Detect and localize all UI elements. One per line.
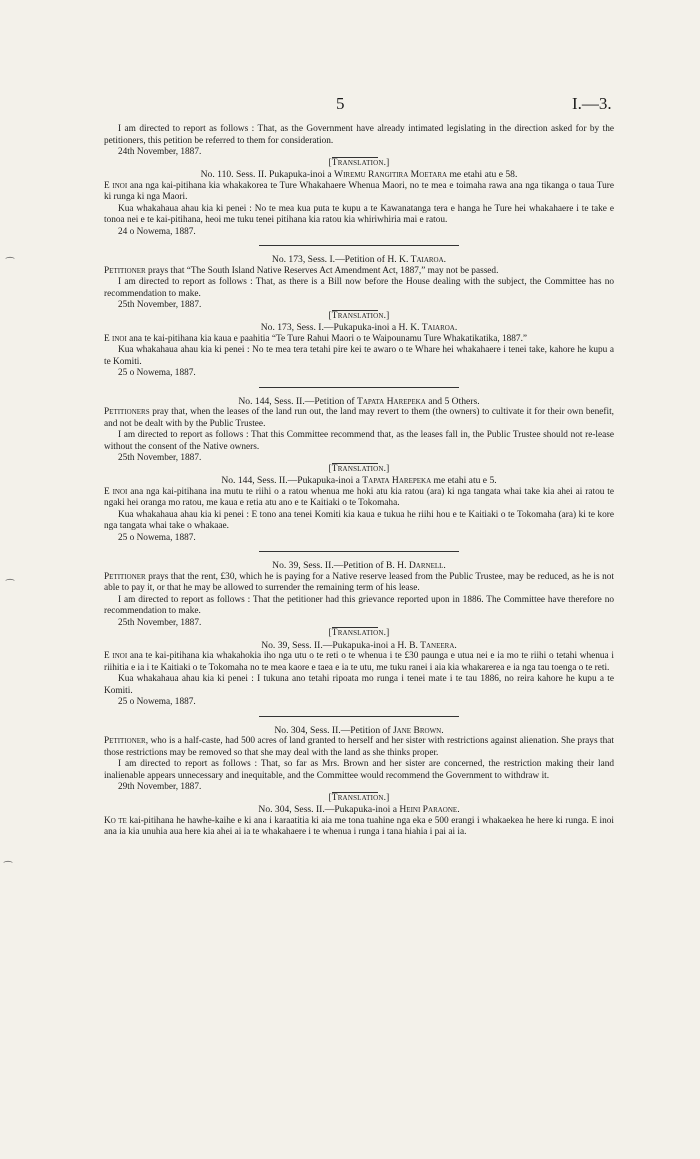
committee-report: I am directed to report as follows : That, as there is a Bill now before the House dealing with the subject, the Committee has no recommendation to make.	[104, 277, 614, 299]
translation-date: 25 o Nowema, 1887.	[118, 368, 196, 378]
petition-heading: No. 144, Sess. II.—Petition of Tapata Harepeka and 5 Others.	[238, 395, 480, 407]
petition-prayer: Petitioners pray that, when the leases of the land run out, the land may revert to them (the owners) to cultivate it for their own benefit, and not be dealt with by the Public Trustee.	[104, 407, 614, 429]
translation-date: 25 o Nowema, 1887.	[118, 532, 196, 543]
petition-heading: No. 304, Sess. II.—Petition of Jane Brown.	[274, 724, 444, 736]
translation-prayer: Ko te kai-pitihana he hawhe-kaihe e ki ana i karaatitia ki aia me tona tuahine nga eka e 500 erangi i whakaekea he here ki runga. E inoi ana ia kia unuhia aua here kia ahei ai ia te whakahaere i te whenua i runga i tana hiahia i pai ai ia.	[104, 815, 614, 837]
section-divider	[259, 551, 459, 552]
committee-report: I am directed to report as follows : That this Committee recommend that, as the leases fall in, the Public Trustee should not re-lease without the consent of the Native owners.	[104, 430, 614, 452]
petition-heading: No. 110. Sess. II. Pukapuka-inoi a Wiremu Rangitira Moetara me etahi atu e 58.	[200, 169, 518, 180]
translation-label: [Translation.]	[328, 157, 390, 168]
translation-label: [Translation.]	[328, 310, 390, 321]
translation-prayer: E inoi ana nga kai-pitihana ina mutu te riihi o a ratou whenua me hoki atu kia ratou (ara) ki nga tangata whai take kia ahei ai ratou te ngaki hei oranga mo ratou, me kaua e retia atu ano e te Kaitiaki o te Tokomaha.	[104, 486, 614, 508]
margin-mark: ⁀	[6, 258, 15, 269]
page-reference: I.—3.	[572, 94, 612, 113]
report-date: 25th November, 1887.	[118, 617, 202, 628]
committee-report: I am directed to report as follows : That, so far as Mrs. Brown and her sister are concerned, the restriction making their land inalienable appears unnecessary and inequitable, and the Committee would recommend the Government to withdraw it.	[104, 759, 614, 781]
report-date: 25th November, 1887.	[118, 300, 202, 310]
margin-mark: ⁀	[4, 862, 13, 873]
petition-heading: No. 39, Sess. II.—Petition of B. H. Darnell.	[272, 560, 446, 571]
report-date: 29th November, 1887.	[118, 782, 202, 792]
translation-report: Kua whakahaua ahau kia ki penei : I tukuna ano tetahi ripoata mo runga i tenei mate i te tau 1886, no reira kahore he kupu a te Komiti.	[104, 674, 614, 696]
petition-prayer: E inoi ana nga kai-pitihana kia whakakorea te Ture Whakahaere Whenua Maori, no te mea e toimaha rawa ana nga tikanga o taua Ture ki runga ki nga Maori.	[104, 180, 614, 202]
translation-label: [Translation.]	[328, 792, 390, 803]
translation-report: Kua whakahaua ahau kia ki penei : No te mea tera tetahi pire kei te awaro o te Whare hei whakahaere i tenei take, kahore he kupu a te Komiti.	[104, 345, 614, 367]
section-divider	[259, 387, 459, 388]
committee-report: I am directed to report as follows : That the petitioner had this grievance reported upon in 1886. The Committee have therefore no recommendation to make.	[104, 594, 614, 616]
intro-report: I am directed to report as follows : That, as the Government have already intimated legislating in the direction asked for by the petitioners, this petition be referred to them for consideration.	[104, 124, 614, 146]
report-date: 24 o Nowema, 1887.	[118, 226, 196, 237]
petition-heading: No. 173, Sess. I.—Petition of H. K. Taiaroa.	[271, 254, 447, 265]
translation-heading: No. 304, Sess. II.—Pukapuka-inoi a Heini Paraone.	[258, 804, 460, 815]
translation-prayer: E inoi ana te kai-pitihana kia kaua e paahitia “Te Ture Rahui Maori o te Waipounamu Ture Whakatikatika, 1887.”	[104, 333, 528, 344]
section-divider	[259, 245, 459, 246]
section-divider	[259, 716, 459, 717]
intro-date: 24th November, 1887.	[118, 147, 202, 157]
report-date: 25th November, 1887.	[118, 453, 202, 463]
translation-label: [Translation.]	[328, 463, 390, 474]
petition-prayer: Petitioner prays that “The South Island Native Reserves Act Amendment Act, 1887,” may not be passed.	[104, 265, 499, 276]
page-header	[0, 94, 700, 114]
petition-prayer: Petitioner, who is a half-caste, had 500 acres of land granted to herself and her sister with restrictions against alienation. She prays that those restrictions may be removed so that she may deal with the land as she thinks proper.	[104, 736, 614, 758]
document-body	[104, 124, 614, 839]
translation-prayer: E inoi ana te kai-pitihana kia whakahokia iho nga utu o te reti o te whenua i te £30 paunga e utua nei e ia mo te riihi o tetahi whenua i riihitia e ia i te Kaitiaki o te Tokomaha no te mea kaore e taea e ia te utu, me tuku ranei i aia kia whakarerea e ia nga tau toenga o te reti.	[104, 651, 614, 673]
translation-report: Kua whakahaua ahau kia ki penei : E tono ana tenei Komiti kia kaua e tukua he riihi hou e te Kaitiaki o te Tokomaha (ara) ki te kore nga tangata whai take o whakaae.	[104, 509, 614, 531]
translation-label: [Translation.]	[328, 628, 390, 638]
page-number: 5	[336, 94, 345, 113]
translation-heading: No. 173, Sess. I.—Pukapuka-inoi a H. K. Taiaroa.	[260, 322, 458, 333]
margin-mark: ⁀	[6, 580, 15, 591]
committee-report: Kua whakahaua ahau kia ki penei : No te mea kua puta te kupu a te Kawanatanga tera e hanga he Ture hei whakahaere i te take e tonoa nei e te kai-pitihana, heoi me tuku tenei pitihana kia ratou kia whiriwhiria mai e ratou.	[104, 203, 614, 225]
translation-heading: No. 144, Sess. II.—Pukapuka-inoi a Tapata Harepeka me etahi atu e 5.	[221, 475, 497, 486]
translation-date: 25 o Nowema, 1887.	[118, 697, 196, 707]
petition-prayer: Petitioner prays that the rent, £30, which he is paying for a Native reserve leased from the Public Trustee, may be reduced, as he is not able to pay it, or that he may be allowed to surrender the remaining term of his lease.	[104, 571, 614, 593]
translation-heading: No. 39, Sess. II.—Pukapuka-inoi a H. B. Taneera.	[261, 639, 457, 651]
